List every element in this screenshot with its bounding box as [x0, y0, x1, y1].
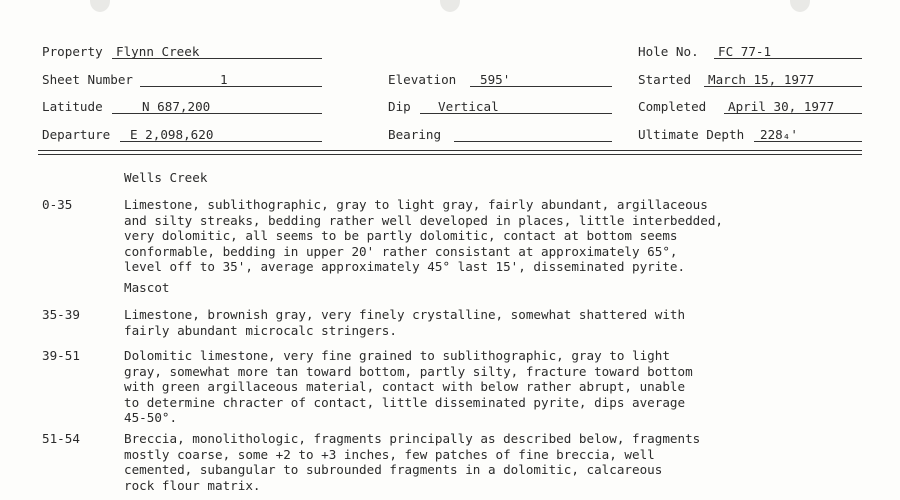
- completed-value: April 30, 1977: [724, 99, 862, 114]
- ultimate-depth-row: [638, 127, 744, 142]
- punch-hole-left: [90, 0, 110, 12]
- lithology-description: Limestone, brownish gray, very finely crystalline, somewhat shattered with fairly abundant microcalc stringers.: [124, 307, 686, 338]
- sheet-number-label: Sheet Number: [42, 72, 133, 87]
- depth-interval: 39-51: [42, 348, 80, 363]
- elevation-row: [388, 72, 456, 87]
- departure-label: Departure: [42, 127, 111, 142]
- bearing-value: [454, 127, 612, 142]
- started-value: March 15, 1977: [704, 72, 862, 87]
- hole-no-label: Hole No.: [638, 44, 699, 59]
- property-label: Property: [42, 44, 103, 59]
- depth-interval: 0-35: [42, 197, 73, 212]
- section-title-wells-creek: Wells Creek: [124, 170, 208, 185]
- started-row: [638, 72, 691, 87]
- ultimate-depth-label: Ultimate Depth: [638, 127, 745, 142]
- departure-value: E 2,098,620: [120, 127, 322, 142]
- elevation-label: Elevation: [388, 72, 457, 87]
- latitude-row: [42, 99, 103, 114]
- latitude-value: N 687,200: [112, 99, 322, 114]
- sheet-number-row: [42, 72, 133, 87]
- lithology-description: Breccia, monolithologic, fragments principally as described below, fragments mostly coarse, some +2 to +3 inches, few patches of fine breccia, well cemented, subangular to subrounded fragments in a dolomitic, calcareous rock flour matrix.: [124, 431, 701, 493]
- punch-hole-center: [440, 0, 460, 12]
- lithology-description: Limestone, sublithographic, gray to light gray, fairly abundant, argillaceous and silty streaks, bedding rather well developed in places, little interbedded, very dolomitic, all seems to be partly dolomitic, contact at bottom seems conformable, bedding in upper 20' rather consistant at approximately 65°, level off to 35', average approximately 45° last 15', disseminated pyrite.: [124, 197, 723, 275]
- dip-label: Dip: [388, 99, 411, 114]
- completed-row: [638, 99, 706, 114]
- hole-no-row: [638, 44, 699, 59]
- latitude-label: Latitude: [42, 99, 103, 114]
- ultimate-depth-value: 228₄': [754, 127, 862, 142]
- bearing-row: [388, 127, 441, 142]
- dip-row: [388, 99, 411, 114]
- hole-no-value: FC 77-1: [714, 44, 862, 59]
- elevation-value: 595': [470, 72, 612, 87]
- depth-interval: 51-54: [42, 431, 80, 446]
- sheet-number-value: 1: [140, 72, 322, 87]
- dip-value: Vertical: [420, 99, 612, 114]
- property-value: Flynn Creek: [112, 44, 322, 59]
- departure-row: [42, 127, 110, 142]
- header-rule-1: [38, 150, 862, 151]
- depth-interval: 35-39: [42, 307, 80, 322]
- header-rule-2: [38, 154, 862, 155]
- punch-hole-right: [790, 0, 810, 12]
- section-title-mascot: Mascot: [124, 280, 170, 295]
- property-row: [42, 44, 103, 59]
- started-label: Started: [638, 72, 692, 87]
- completed-label: Completed: [638, 99, 707, 114]
- bearing-label: Bearing: [388, 127, 442, 142]
- lithology-description: Dolomitic limestone, very fine grained to sublithographic, gray to light gray, somewhat more tan toward bottom, partly silty, fracture toward bottom with green argillaceous material, contact with below rather abrupt, unable to determine chracter of contact, little disseminated pyrite, dips average 45-50°.: [124, 348, 693, 426]
